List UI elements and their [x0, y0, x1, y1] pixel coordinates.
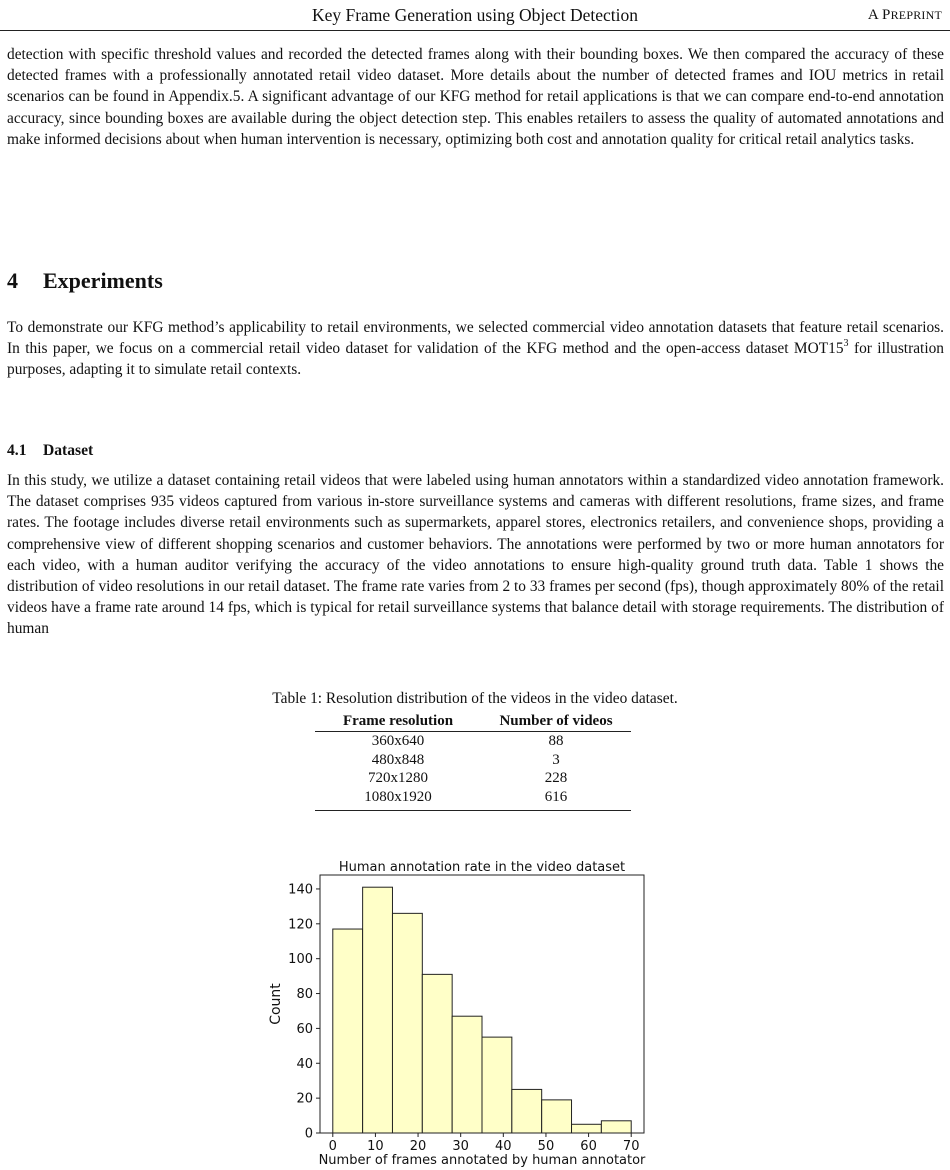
histogram-bar [572, 1124, 602, 1133]
histogram-bar [601, 1121, 631, 1133]
x-tick-label: 40 [495, 1139, 512, 1154]
table-cell: 88 [548, 733, 564, 749]
y-tick-label: 60 [296, 1021, 313, 1037]
footnote-marker: 3 [843, 338, 849, 350]
x-tick-label: 10 [367, 1139, 384, 1154]
table-cell: 480x848 [371, 751, 425, 768]
table-header-cell: Number of videos [481, 711, 631, 732]
x-axis-label: Number of frames annotated by human annotator [318, 1153, 646, 1168]
page-header [0, 0, 950, 31]
paragraph-dataset: In this study, we utilize a dataset containing retail videos that were labeled using human annotators within a standardized video annotation framework. The dataset comprises 935 videos captured from various in-store surveillance systems and cameras with different resolutions, frame sizes, and frame rates. The footage includes diverse retail environments such as supermarkets, apparel stores, electronics retailers, and convenience shops, providing a comprehensive view of different shopping scenarios and customer behaviors. The annotations were performed by two or more human annotators for each video, with a human auditor verifying the accuracy of the video annotations to ensure high-quality ground truth data. Table 1 shows the distribution of video resolutions in our retail dataset. The frame rate varies from 2 to 33 frames per second (fps), though approximately 80% of the retail videos have a frame rate around 14 fps, which is typical for retail surveillance systems that balance detail with storage requirements. The distribution of human [7, 472, 944, 638]
subsection-number: 4.1 [7, 442, 27, 459]
x-tick-label: 50 [537, 1139, 555, 1154]
section-heading-experiments [7, 268, 163, 294]
histogram-bar [363, 887, 393, 1133]
section-number: 4 [7, 268, 18, 293]
subsection-title: Dataset [43, 442, 94, 459]
histogram-bar [452, 1016, 482, 1133]
y-tick-label: 140 [288, 882, 313, 898]
x-tick-label: 70 [622, 1139, 640, 1154]
histogram-chart [262, 858, 662, 1170]
table-cell: 360x640 [371, 733, 425, 749]
histogram-bar [422, 974, 452, 1133]
table-row [315, 769, 631, 788]
histogram-bar [512, 1089, 542, 1133]
y-tick-label: 80 [296, 987, 313, 1003]
section-title: Experiments [43, 268, 163, 293]
y-tick-label: 40 [296, 1056, 313, 1072]
table-cell: 720x1280 [368, 770, 428, 786]
table-header-cell: Frame resolution [315, 711, 481, 732]
table-cell: 3 [552, 751, 560, 768]
preprint-label: A PREPRINT [867, 7, 942, 23]
x-tick-label: 20 [409, 1139, 427, 1154]
y-tick-label: 0 [304, 1126, 313, 1142]
table-cell: 616 [544, 788, 568, 805]
paragraph-intro: detection with specific threshold values and recorded the detected frames along with their bounding boxes. We then compared the accuracy of these detected frames with a professionally annotated retail video dataset. More details about the number of detected frames and IOU metrics in retail scenarios can be found in Appendix.5. A significant advantage of our KFG method for retail applications is that we can compare end-to-end annotation accuracy, since bounding boxes are available during the object detection step. This enables retailers to assess the quality of automated annotations and make informed decisions about when human intervention is necessary, optimizing both cost and annotation quality for critical retail analytics tasks. [7, 46, 944, 148]
histogram-bar [542, 1100, 572, 1133]
subsection-heading-dataset [7, 442, 93, 460]
chart-title: Human annotation rate in the video dataset [338, 860, 626, 875]
x-tick-label: 30 [452, 1139, 469, 1154]
running-title: Key Frame Generation using Object Detection [311, 5, 639, 25]
table-cell: 228 [544, 770, 568, 786]
paragraph-experiments: To demonstrate our KFG method’s applicability to retail environments, we selected commercial video annotation datasets that feature retail scenarios. In this paper, we focus on a commercial retail video dataset for validation of the KFG method and the open-access dataset $MOT15^3$ for illustration purposes, adapting it to simulate retail contexts. [7, 319, 944, 379]
histogram-bar [482, 1037, 512, 1133]
table-caption: Table 1: Resolution distribution of the videos in the video dataset. [272, 690, 678, 707]
x-tick-label: 0 [328, 1139, 337, 1154]
y-tick-label: 100 [288, 952, 313, 968]
table-cell: 1080x1920 [364, 788, 432, 805]
x-tick-label: 60 [580, 1139, 597, 1154]
histogram-bar [392, 913, 422, 1133]
table-row [315, 751, 631, 770]
histogram-bar [333, 929, 363, 1133]
table-header-row [315, 711, 631, 732]
y-tick-label: 20 [296, 1091, 313, 1107]
y-tick-label: 120 [288, 917, 313, 933]
y-axis-label: Count [268, 983, 284, 1025]
table-row [315, 732, 631, 751]
resolution-table [315, 711, 631, 811]
table-row [315, 788, 631, 811]
